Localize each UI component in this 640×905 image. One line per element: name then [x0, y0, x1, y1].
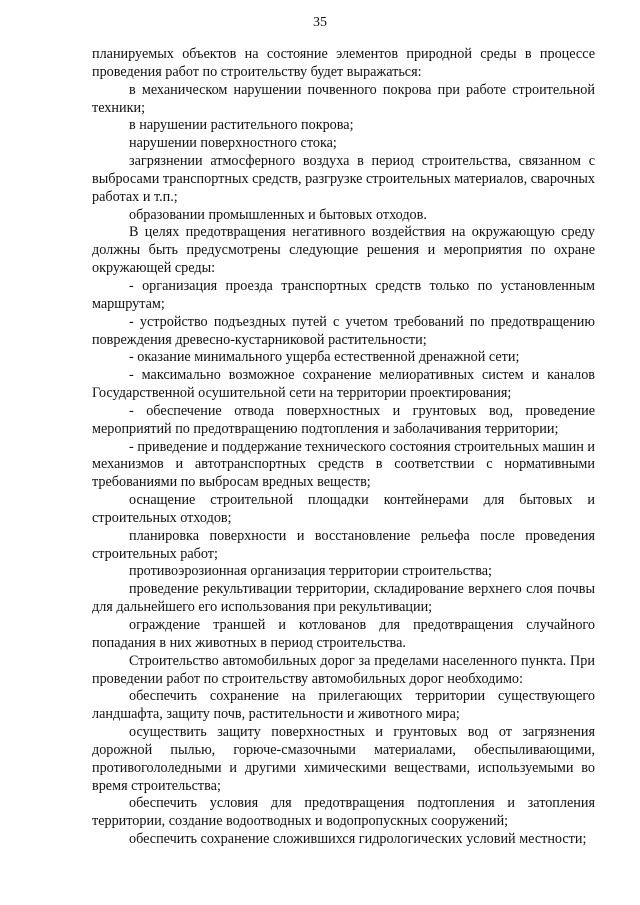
paragraph: осуществить защиту поверхностных и грунтовых вод от загрязнения дорожной пылью, горюче-смазочными материалами, обеспыливающими, противогололедными и другими химическими веществами, используемыми во время строительства;	[92, 724, 595, 794]
page-number: 35	[313, 15, 327, 30]
paragraph: обеспечить условия для предотвращения подтопления и затопления территории, создание водоотводных и водопропускных сооружений;	[92, 795, 595, 830]
paragraph: Строительство автомобильных дорог за пределами населенного пункта. При проведении работ по строительству автомобильных дорог необходимо:	[92, 652, 595, 687]
paragraph: нарушении поверхностного стока;	[129, 135, 337, 152]
paragraph: планировка поверхности и восстановление рельефа после проведения строительных работ;	[92, 527, 595, 562]
paragraph: - организация проезда транспортных средств только по установленным маршрутам;	[92, 277, 595, 312]
paragraph: обеспечить сохранение на прилегающих территории существующего ландшафта, защиту почв, растительности и животного мира;	[92, 688, 595, 723]
paragraph: - устройство подъездных путей с учетом требований по предотвращению повреждения древесно-кустарниковой растительности;	[92, 313, 595, 348]
paragraph: - обеспечение отвода поверхностных и грунтовых вод, проведение мероприятий по предотвращению подтопления и заболачивания территории;	[92, 402, 595, 437]
paragraph: - оказание минимального ущерба естественной дренажной сети;	[129, 349, 520, 366]
paragraph: в нарушении растительного покрова;	[129, 117, 354, 134]
document-body	[92, 46, 595, 849]
paragraph: оснащение строительной площадки контейнерами для бытовых и строительных отходов;	[92, 492, 595, 526]
paragraph: планируемых объектов на состояние элементов природной среды в процессе проведения работ по строительству будет выражаться:	[92, 46, 595, 80]
paragraph: - приведение и поддержание технического состояния строительных машин и механизмов и автотранспортных средств в соответствии с нормативными требованиями по выбросам вредных веществ;	[92, 438, 595, 491]
paragraph: обеспечить сохранение сложившихся гидрологических условий местности;	[129, 831, 587, 848]
paragraph: ограждение траншей и котлованов для предотвращения случайного попадания в них животных в период строительства.	[92, 617, 595, 651]
paragraph: в механическом нарушении почвенного покрова при работе строительной техники;	[92, 81, 595, 116]
paragraph: В целях предотвращения негативного воздействия на окружающую среду должны быть предусмотрены следующие решения и мероприятия по охране окружающей среды:	[92, 224, 595, 277]
paragraph: образовании промышленных и бытовых отходов.	[129, 206, 427, 223]
paragraph: проведение рекультивации территории, складирование верхнего слоя почвы для дальнейшего его использования при рекультивации;	[92, 581, 595, 616]
paragraph: противоэрозионная организация территории строительства;	[129, 563, 492, 580]
paragraph: - максимально возможное сохранение мелиоративных систем и каналов Государственной осушительной сети на территории проектирования;	[92, 367, 595, 402]
paragraph: загрязнении атмосферного воздуха в период строительства, связанном с выбросами транспортных средств, разгрузке строительных материалов, сварочных работах и т.п.;	[92, 153, 595, 205]
